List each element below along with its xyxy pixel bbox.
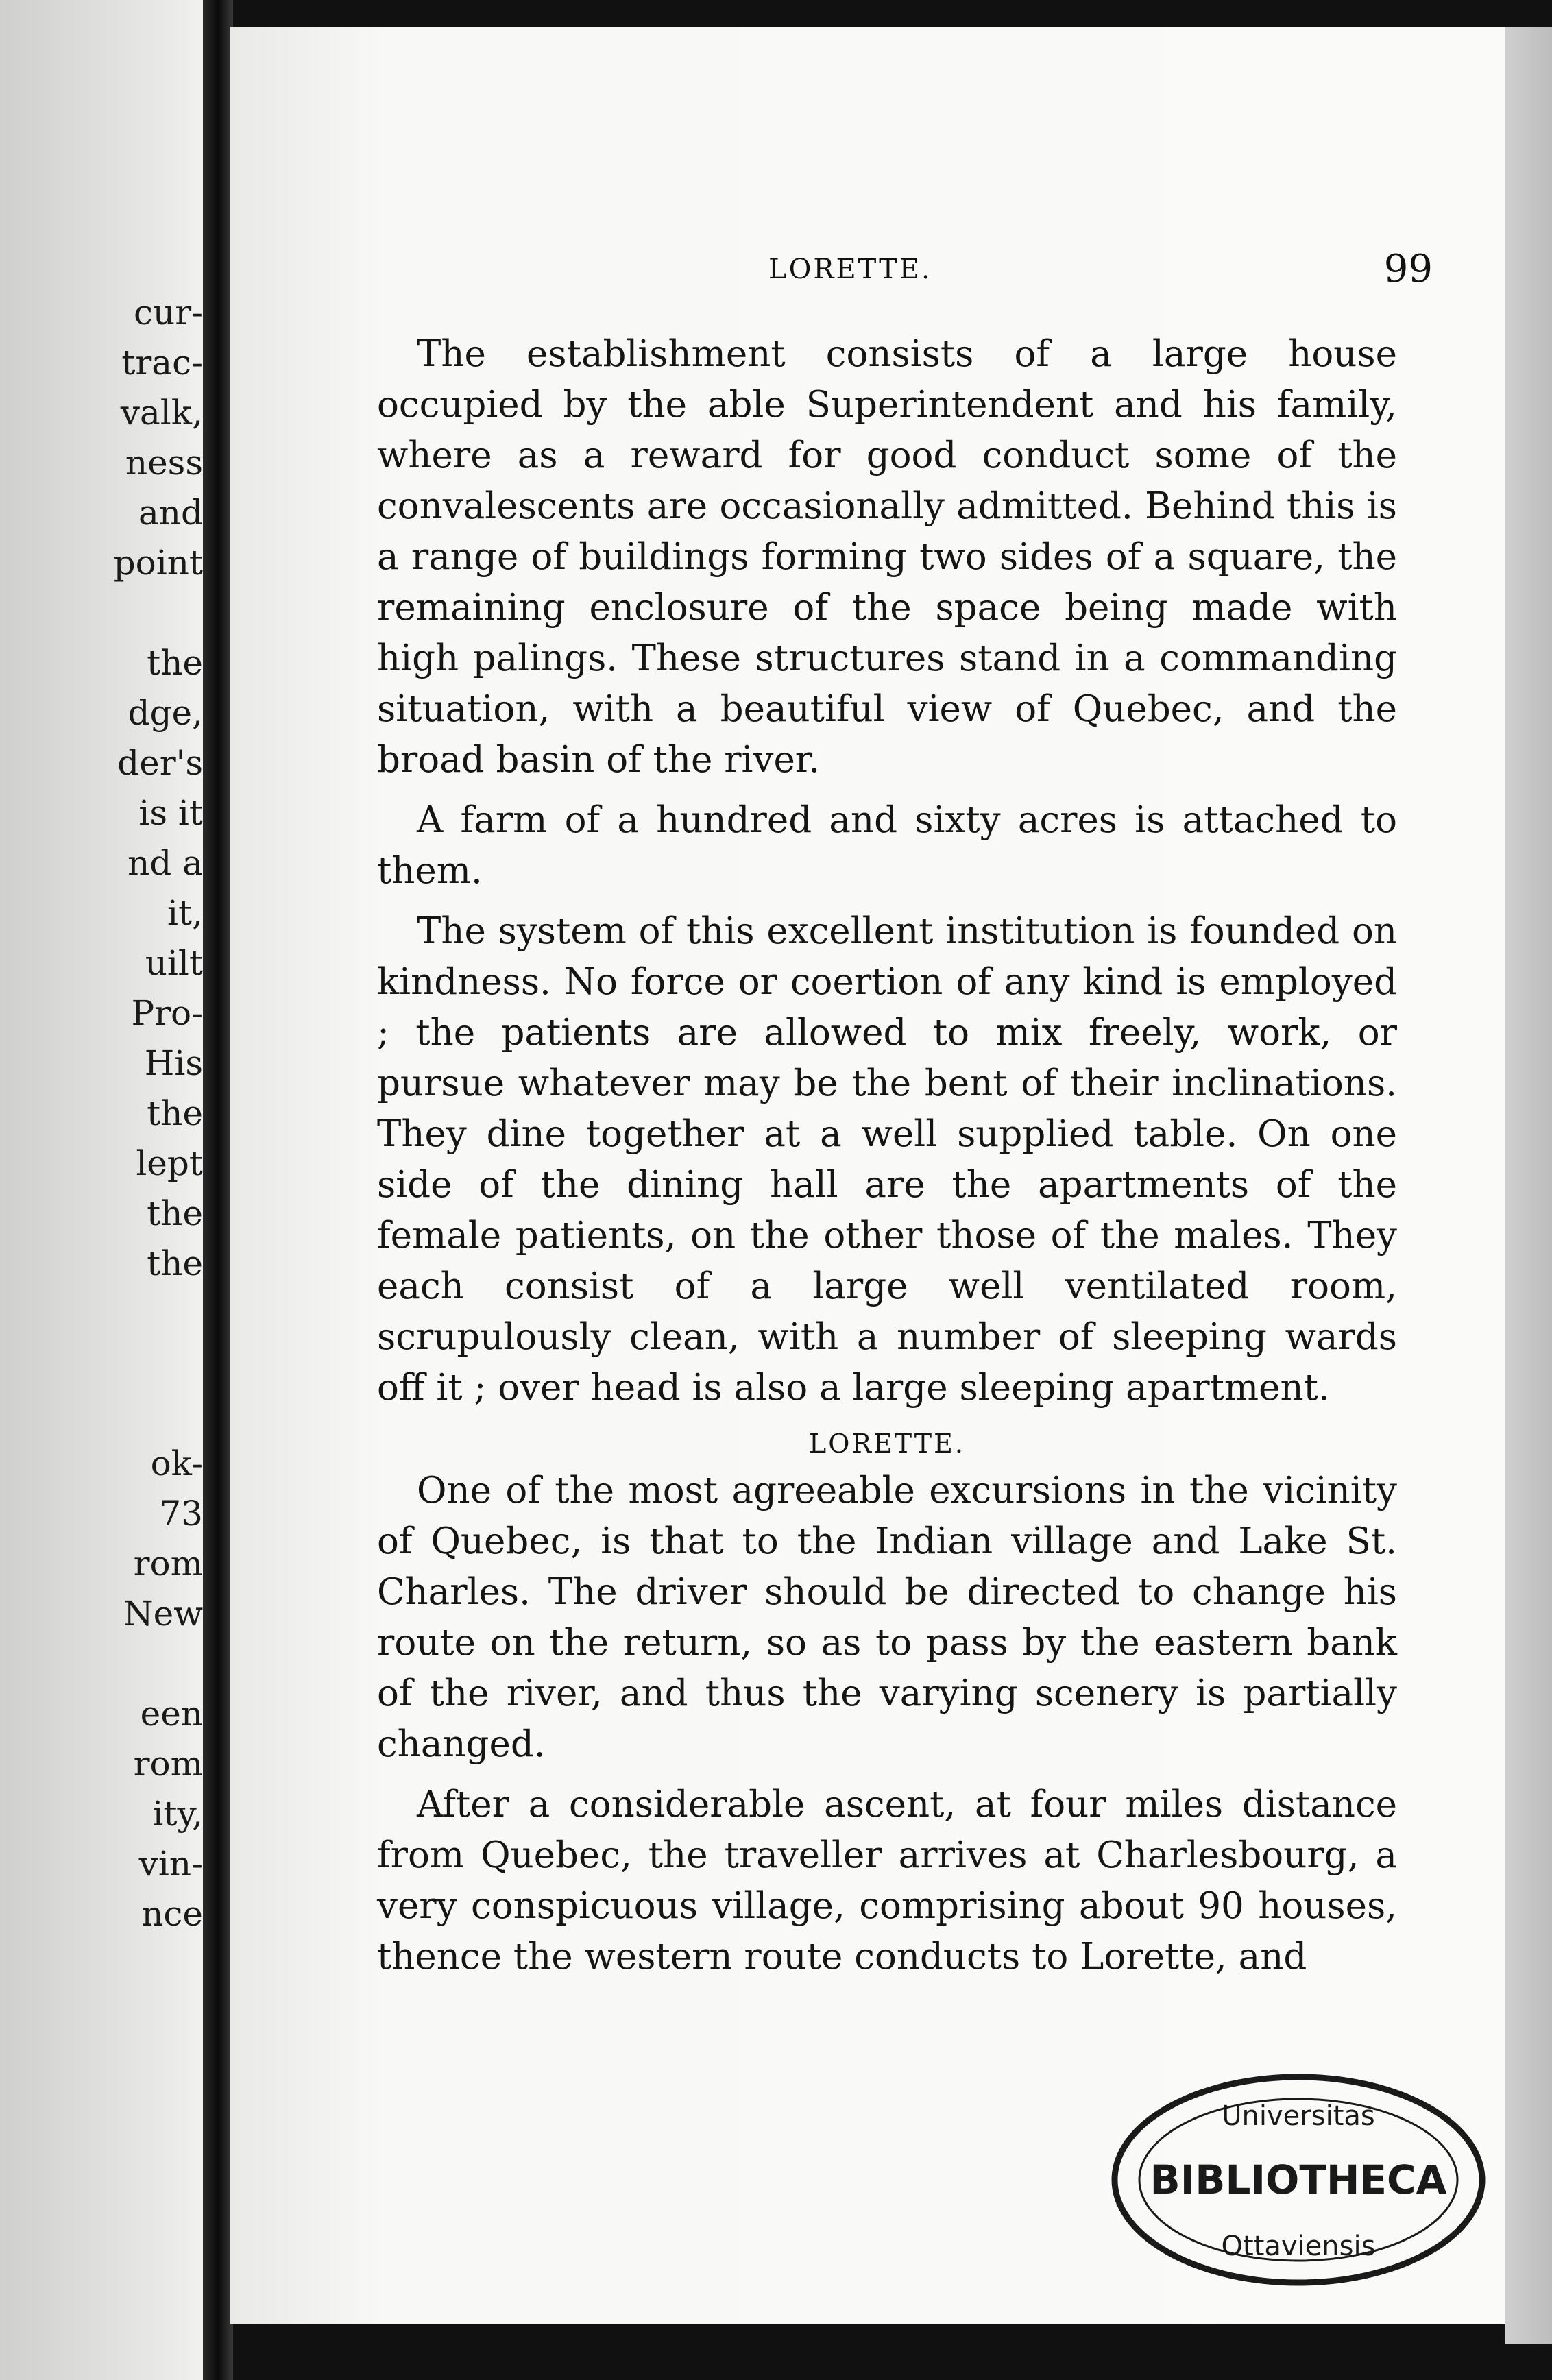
book-spine <box>203 0 233 2380</box>
facing-page-fragment: nd a <box>128 843 203 883</box>
facing-page-fragment: nce <box>141 1894 203 1934</box>
stamp-top-text: Universitas <box>1222 2100 1375 2132</box>
facing-page-fragment: point <box>113 543 203 583</box>
facing-page-fragment <box>11 588 203 638</box>
facing-page-fragment: the <box>147 1093 203 1133</box>
facing-page-fragment <box>11 1639 203 1689</box>
facing-page <box>0 0 213 2380</box>
facing-page-fragment: ity, <box>152 1794 203 1834</box>
facing-page-fragment: trac- <box>121 343 203 382</box>
stamp-middle-text: BIBLIOTHECA <box>1150 2157 1447 2203</box>
facing-page-fragment: is it <box>138 793 203 833</box>
facing-page-fragments <box>11 288 203 1939</box>
paragraph-farm: A farm of a hundred and sixty acres is attached to them. <box>377 799 1397 892</box>
facing-page-fragment: der's <box>117 743 203 783</box>
page-number: 99 <box>1383 247 1433 291</box>
running-head: LORETTE. <box>768 254 932 285</box>
facing-page-fragment: dge, <box>128 693 203 733</box>
book-page <box>230 27 1525 2324</box>
paragraph-charlesbourg: After a considerable ascent, at four miles distance from Quebec, the traveller arrives at Charlesbourg, a very conspicuous village, comprising about 90 houses, thence the western route conducts to Lorette, and <box>377 1784 1397 1978</box>
facing-page-fragment: and <box>138 493 203 533</box>
facing-page-fragment: rom <box>133 1744 203 1784</box>
library-stamp <box>1106 2056 1490 2303</box>
facing-page-fragment: vin- <box>138 1844 203 1884</box>
facing-page-fragment <box>11 1289 203 1339</box>
facing-page-fragment: een <box>140 1694 203 1734</box>
page-edge <box>1505 27 1552 2344</box>
facing-page-fragment: the <box>147 1193 203 1233</box>
facing-page-fragment: ness <box>125 443 203 483</box>
paragraph-system: The system of this excellent institution is founded on kindness. No force or coertion of any kind is employed ; the patients are allowed to mix freely, work, or pursue whatever may be the bent of their inclinations. They dine together at a well supplied table. On one side of the dining hall are the apartments of the female patients, on the other those of the males. They each consist of a large well ventilated room, scrupulously clean, with a number of sleeping wards off it ; over head is also a large sleeping apartment. <box>377 910 1397 1409</box>
facing-page-fragment: lept <box>136 1143 203 1183</box>
facing-page-fragment: the <box>147 643 203 683</box>
facing-page-fragment: rom <box>133 1544 203 1583</box>
paragraph-establishment: The establishment consists of a large house occupied by the able Superintendent and his family, where as a reward for good conduct some of the convalescents are occasionally admitted. Behind this is a range of buildings forming two sides of a square, the remaining enclosure of the space being made with high palings. These structures stand in a commanding situation, with a beautiful view of Quebec, and the broad basin of the river. <box>377 333 1397 781</box>
facing-page-fragment <box>11 1339 203 1389</box>
facing-page-fragment: it, <box>167 893 203 933</box>
facing-page-fragment <box>11 1389 203 1439</box>
facing-page-fragment: New <box>123 1594 203 1634</box>
stamp-bottom-text: Ottaviensis <box>1221 2231 1376 2262</box>
facing-page-fragment: the <box>147 1243 203 1283</box>
facing-page-fragment: Pro- <box>131 993 203 1033</box>
facing-page-fragment: ok- <box>150 1444 203 1483</box>
facing-page-fragment: His <box>144 1043 203 1083</box>
section-heading-lorette: LORETTE. <box>809 1429 965 1459</box>
page-header <box>230 247 1525 302</box>
facing-page-fragment: cur- <box>133 293 203 332</box>
facing-page-fragment: uilt <box>145 943 203 983</box>
body-text <box>377 329 1397 1992</box>
facing-page-fragment: valk, <box>120 393 203 433</box>
facing-page-fragment: 73 <box>159 1494 203 1533</box>
paragraph-excursion: One of the most agreeable excursions in the vicinity of Quebec, is that to the Indian village and Lake St. Charles. The driver should be directed to change his route on the return, so as to pass by the eastern bank of the river, and thus the varying scenery is partially changed. <box>377 1470 1397 1765</box>
